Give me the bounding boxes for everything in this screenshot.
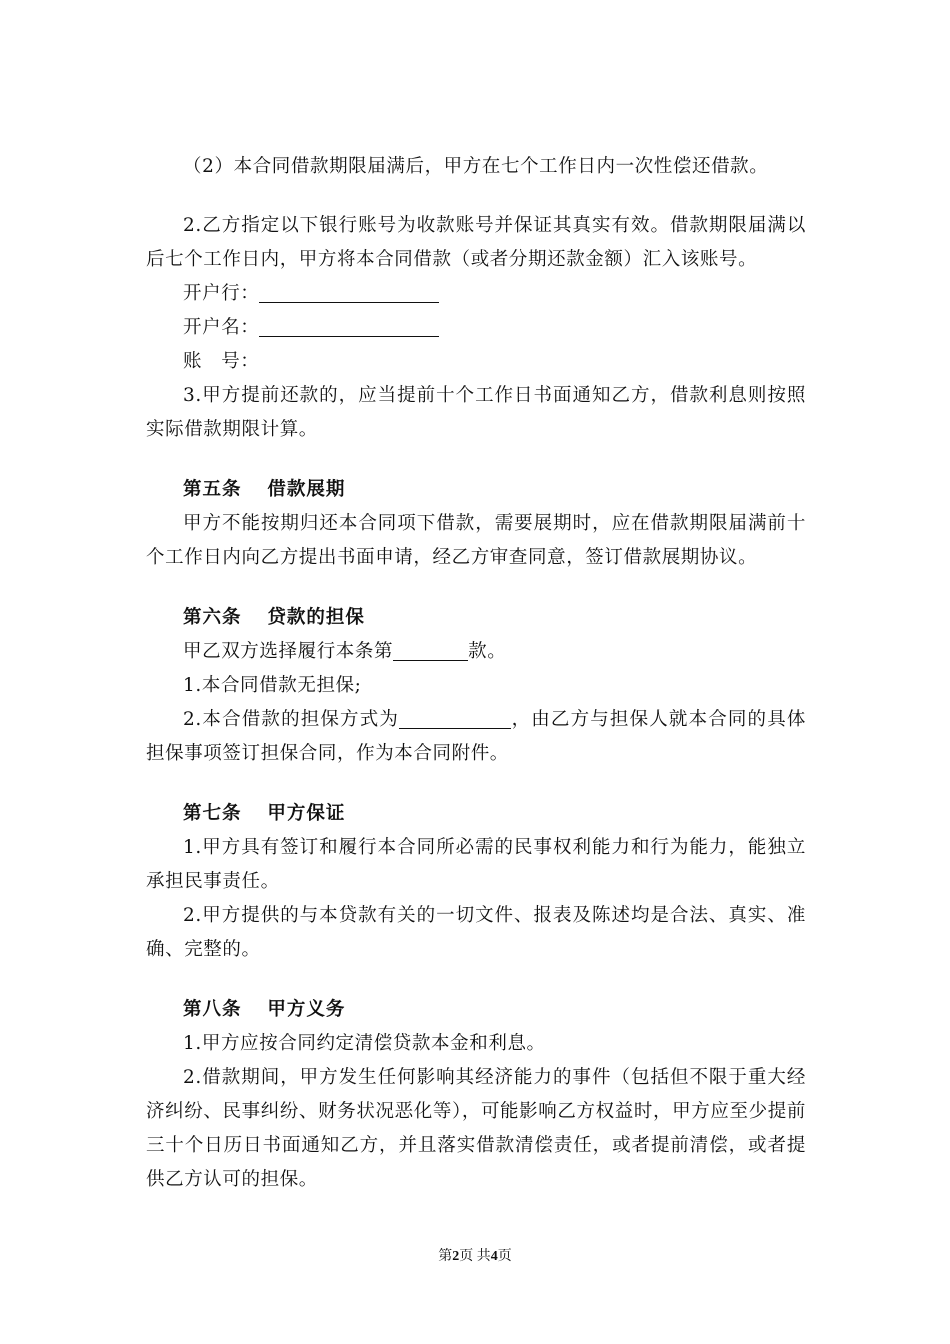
article-8-item-2: 2.借款期间，甲方发生任何影响其经济能力的事件（包括但不限于重大经济纠纷、民事纠纷、财务状况恶化等），可能影响乙方权益时，甲方应至少提前三十个日历日书面通知乙方，并且落实借款清偿责任，或者提前清偿，或者提供乙方认可的担保。	[146, 1067, 806, 1190]
account-number-label: 账 号：	[183, 351, 260, 372]
article-8-item-1: 1.甲方应按合同约定清偿贷款本金和利息。	[183, 1033, 546, 1054]
footer-page-number: 2	[452, 1249, 460, 1264]
article-6-item-2-rest: ，由乙方与担保人就本合同的具体担保事项签订担保合同，作为本合同附件。	[146, 709, 806, 764]
footer-middle: 页 共	[459, 1249, 491, 1264]
paragraph-early-repayment: 3.甲方提前还款的，应当提前十个工作日书面通知乙方，借款利息则按照实际借款期限计算。	[146, 385, 806, 440]
article-5-heading	[146, 473, 806, 507]
article-6-choice	[146, 635, 806, 669]
page-footer	[0, 1245, 950, 1265]
article-7-item-2: 2.甲方提供的与本贷款有关的一切文件、报表及陈述均是合法、真实、准确、完整的。	[146, 905, 806, 960]
footer-suffix: 页	[497, 1249, 512, 1264]
article-7-number: 第七条	[183, 803, 242, 824]
article-6-number: 第六条	[183, 607, 242, 628]
bank-blank	[259, 280, 439, 303]
article-7-title: 甲方保证	[267, 803, 346, 824]
article-6-heading	[146, 601, 806, 635]
account-name-label: 开户名：	[183, 317, 260, 338]
document-body	[146, 150, 806, 1197]
article-6-item-2-text: 2.本合借款的担保方式为	[183, 709, 400, 730]
article-6-item-1: 1.本合同借款无担保;	[183, 675, 362, 696]
account-number-line	[146, 345, 806, 379]
article-8-number: 第八条	[183, 999, 242, 1020]
bank-line	[146, 277, 806, 311]
article-7-heading	[146, 797, 806, 831]
article-6-choice-text: 甲乙双方选择履行本条第	[183, 641, 394, 662]
article-5-number: 第五条	[183, 479, 242, 500]
bank-label: 开户行：	[183, 283, 260, 304]
guarantee-method-blank	[399, 706, 511, 729]
paragraph-repayment-2: （2）本合同借款期限届满后，甲方在七个工作日内一次性偿还借款。	[183, 156, 769, 177]
paragraph-bank-account: 2.乙方指定以下银行账号为收款账号并保证其真实有效。借款期限届满以后七个工作日内，甲方将本合同借款（或者分期还款金额）汇入该账号。	[146, 215, 806, 270]
account-name-line	[146, 311, 806, 345]
article-6-title: 贷款的担保	[267, 607, 365, 628]
footer-total-pages: 4	[490, 1249, 498, 1264]
article-7-item-1: 1.甲方具有签订和履行本合同所必需的民事权利能力和行为能力，能独立承担民事责任。	[146, 837, 806, 892]
account-name-blank	[259, 314, 439, 337]
article-5-body: 甲方不能按期归还本合同项下借款，需要展期时，应在借款期限届满前十个工作日内向乙方提出书面申请，经乙方审查同意，签订借款展期协议。	[146, 513, 806, 568]
clause-number-blank	[393, 638, 468, 661]
article-8-heading	[146, 993, 806, 1027]
article-6-choice-suffix: 款。	[468, 641, 507, 662]
article-5-title: 借款展期	[267, 479, 346, 500]
footer-prefix: 第	[438, 1249, 453, 1264]
article-8-title: 甲方义务	[267, 999, 346, 1020]
article-6-item-2	[146, 703, 806, 771]
